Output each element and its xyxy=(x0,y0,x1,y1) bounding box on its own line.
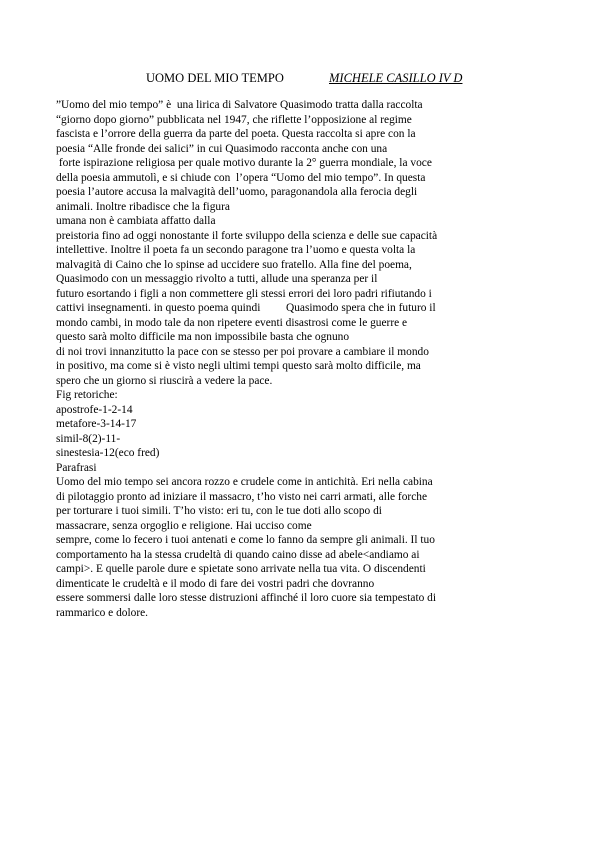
text-line: rammarico e dolore. xyxy=(56,606,149,619)
text-line: poesia “Alle fronde dei salici” in cui Quasimodo racconta anche con una xyxy=(56,142,388,155)
text-line: in positivo, ma come si è visto negli ultimi tempi questo sarà molto difficile, ma xyxy=(56,360,421,372)
text-line: Parafrasi xyxy=(56,461,97,474)
text-line: essere sommersi dalle loro stesse distruzioni affinché il loro cuore sia tempestato di xyxy=(56,592,437,604)
text-line: apostrofe-1-2-14 xyxy=(56,403,133,416)
text-line: futuro esortando i figli a non commettere gli stessi errori dei loro padri rifiutando i xyxy=(56,287,432,300)
text-line: Fig retoriche: xyxy=(56,389,118,401)
text-line: simil-8(2)-11- xyxy=(56,432,121,445)
text-line: di noi trovi innanzitutto la pace con se stesso per poi provare a cambiare il mondo xyxy=(56,345,429,358)
text-line: massacrare, senza orgoglio e religione. Hai ucciso come xyxy=(56,519,312,532)
text-line: comportamento ha la stessa crudeltà di quando caino disse ad abele<andiamo ai xyxy=(56,548,420,561)
text-line: ”Uomo del mio tempo” è una lirica di Salvatore Quasimodo tratta dalla raccolta xyxy=(56,99,423,111)
text-line: Uomo del mio tempo sei ancora rozzo e crudele come in antichità. Eri nella cabina xyxy=(56,476,433,488)
text-line: fascista e l’orrore della guerra da parte del poeta. Questa raccolta si apre con la xyxy=(56,128,416,140)
text-line: animali. Inoltre ribadisce che la figura xyxy=(56,200,230,213)
author-name: MICHELE CASILLO IV D xyxy=(329,71,463,85)
text-line: preistoria fino ad oggi nonostante il forte sviluppo della scienza e delle sue capacità xyxy=(56,229,438,242)
text-line: poesia l’autore accusa la malvagità dell’uomo, paragonandola alla ferocia degli xyxy=(56,186,418,198)
text-line: dimenticate le crudeltà e il modo di fare dei vostri padri che dovranno xyxy=(56,577,375,590)
document-title: UOMO DEL MIO TEMPO xyxy=(146,71,284,85)
text-line: sempre, come lo fecero i tuoi antenati e come lo fanno da sempre gli animali. Il tuo xyxy=(56,534,435,546)
text-line: cattivi insegnamenti. in questo poema quindi Quasimodo spera che in futuro il xyxy=(56,302,436,314)
text-line: Quasimodo con un messaggio rivolto a tutti, allude una speranza per il xyxy=(56,273,378,285)
text-line: della poesia ammutolì, e si chiude con l’opera “Uomo del mio tempo”. In questa xyxy=(56,171,426,184)
text-line: metafore-3-14-17 xyxy=(56,418,137,430)
text-line: mondo cambi, in modo tale da non ripetere eventi disastrosi come le guerre e xyxy=(56,316,408,329)
text-line: umana non è cambiata affatto dalla xyxy=(56,215,216,227)
text-line: “giorno dopo giorno” pubblicata nel 1947, che riflette l’opposizione al regime xyxy=(56,113,412,126)
text-line: malvagità di Caino che lo spinse ad uccidere suo fratello. Alla fine del poema, xyxy=(56,258,412,271)
text-line: campi>. E quelle parole dure e spietate sono arrivate nella tua vita. O discendenti xyxy=(56,563,426,575)
text-line: sinestesia-12(eco fred) xyxy=(56,447,160,459)
text-line: questo sarà molto difficile ma non impossibile basta che ognuno xyxy=(56,331,350,343)
text-line: forte ispirazione religiosa per quale motivo durante la 2° guerra mondiale, la voce xyxy=(56,157,432,169)
text-line: di pilotaggio pronto ad iniziare il massacro, t’ho visto nei carri armati, alle forche xyxy=(56,490,428,503)
text-line: per torturare i tuoi simili. T’ho visto: eri tu, con le tue doti allo scopo di xyxy=(56,505,382,517)
text-line: intellettive. Inoltre il poeta fa un secondo paragone tra l’uomo e questa volta la xyxy=(56,244,416,256)
document-header xyxy=(0,70,596,86)
document-body xyxy=(56,98,476,620)
text-line: spero che un giorno si riuscirà a vedere la pace. xyxy=(56,374,273,387)
